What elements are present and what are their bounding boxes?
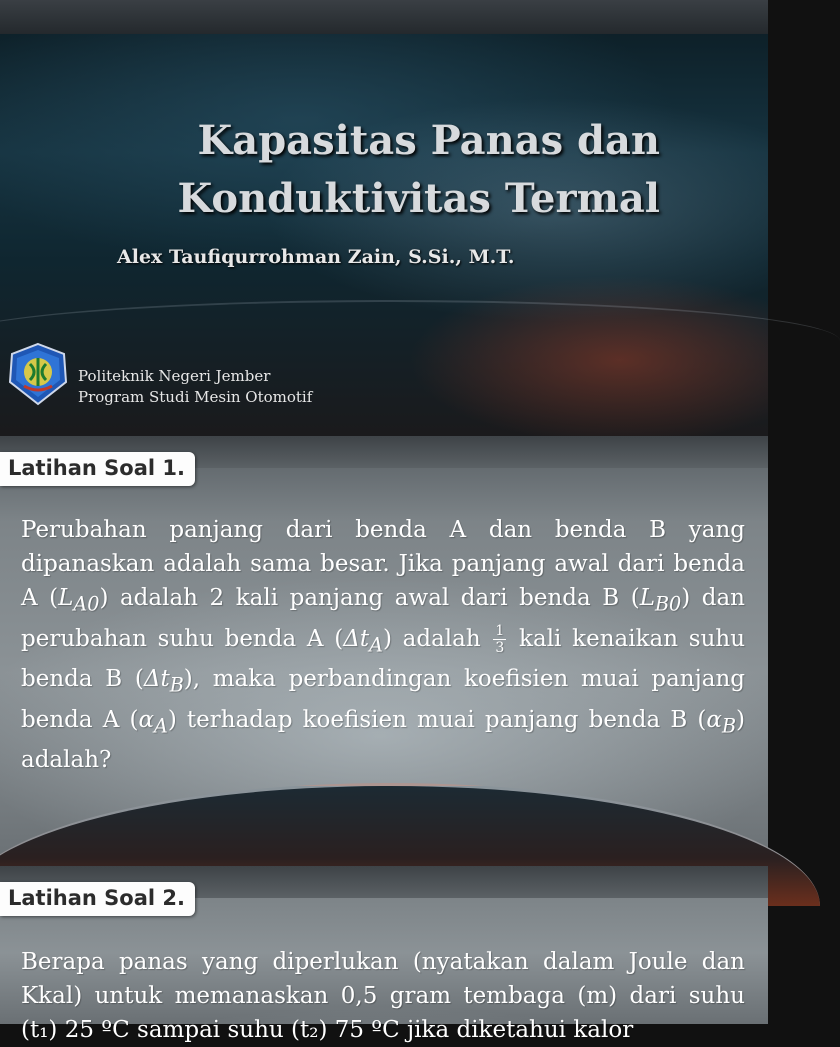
author-name: Alex Taufiqurrohman Zain, S.Si., M.T. — [117, 246, 515, 268]
polije-logo-icon — [6, 342, 70, 406]
symbol-alpha: α — [138, 706, 154, 733]
q1-text-part: ) adalah? — [21, 706, 745, 774]
exercise-2-label: Latihan Soal 2. — [0, 882, 195, 916]
exercise-2-slide — [0, 866, 768, 1043]
symbol-L: L — [639, 585, 655, 611]
exercise-1-label: Latihan Soal 1. — [0, 452, 195, 486]
study-program: Program Studi Mesin Otomotif — [78, 388, 313, 406]
presentation-title — [178, 112, 661, 228]
q1-text-part: Perubahan panjang dari benda A dan benda B yang dipanaskan adalah sama besar. Jika panjang awal dari benda A ( — [21, 517, 745, 611]
fraction-one-third — [493, 623, 506, 656]
title-slide — [0, 0, 768, 436]
q1-text-part: ) dan perubahan suhu benda A ( — [21, 585, 745, 652]
q1-text-part: ) terhadap koefisien muai panjang benda B ( — [167, 706, 707, 733]
subscript-A: A — [153, 714, 168, 738]
fraction-denominator: 3 — [495, 640, 505, 657]
q1-text-part: ) adalah — [382, 625, 492, 652]
exercise-1-slide — [0, 436, 768, 866]
exercise-1-question — [21, 513, 745, 777]
institution-name: Politeknik Negeri Jember — [78, 367, 271, 385]
symbol-delta-t: Δt — [343, 625, 370, 652]
subscript-B: B — [721, 714, 737, 738]
symbol-alpha: α — [706, 706, 722, 733]
subscript-A0: A0 — [73, 592, 100, 616]
q1-text-part: ) adalah 2 kali panjang awal dari benda B ( — [99, 585, 640, 611]
title-line-2: Konduktivitas Termal — [177, 175, 660, 222]
q1-text-part: ), maka perbandingan koefisien muai panjang benda A ( — [21, 666, 745, 733]
exercise-2-question: Berapa panas yang diperlukan (nyatakan dalam Joule dan Kkal) untuk memanaskan 0,5 gram tembaga (m) dari suhu (t₁) 25 ºC sampai suhu (t₂) 75 ºC jika diketahui kalor — [21, 949, 745, 1043]
subscript-A: A — [369, 633, 383, 657]
subscript-B0: B0 — [654, 592, 682, 616]
q1-text-part: kali kenaikan suhu benda B ( — [21, 625, 746, 693]
fraction-numerator: 1 — [495, 623, 505, 640]
title-slide-top-bar — [0, 0, 768, 34]
subscript-B: B — [169, 673, 184, 697]
title-line-1: Kapasitas Panas dan — [197, 117, 660, 164]
institution-block — [78, 366, 312, 408]
symbol-delta-t: Δt — [143, 666, 170, 693]
symbol-L: L — [58, 585, 74, 611]
